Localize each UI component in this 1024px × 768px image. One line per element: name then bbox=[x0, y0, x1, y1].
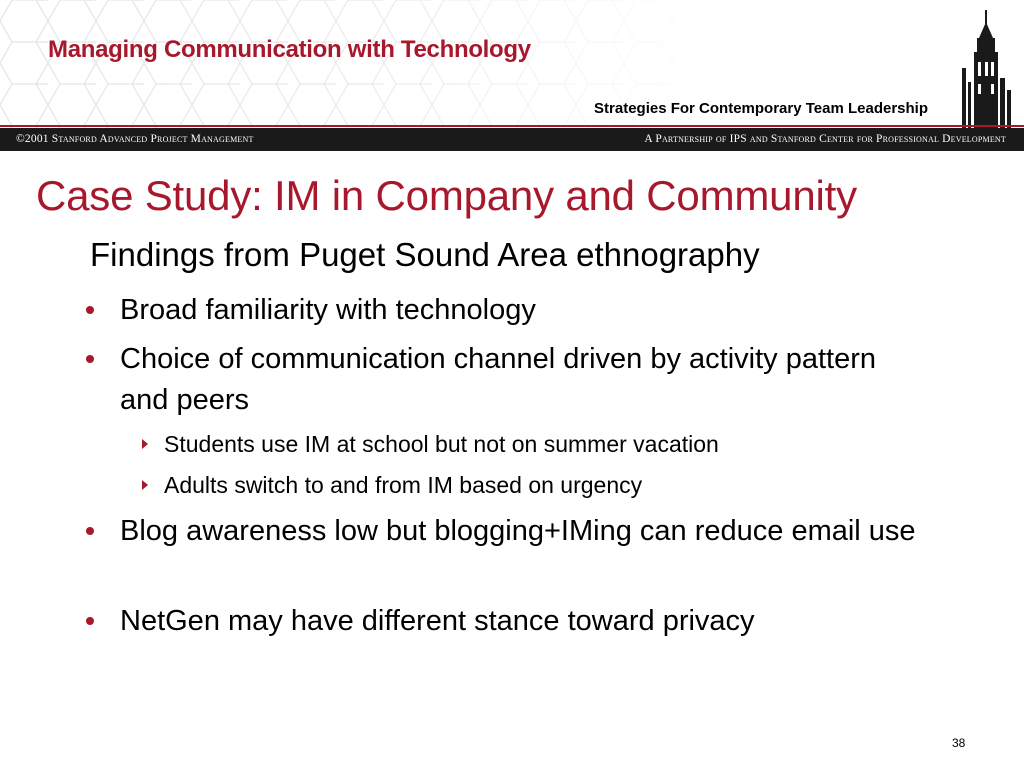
bullet-text: NetGen may have different stance toward privacy bbox=[120, 605, 755, 637]
bullet-dot-icon bbox=[86, 527, 94, 535]
header-title: Managing Communication with Technology bbox=[48, 36, 531, 63]
sub-bullet-arrow-icon bbox=[142, 480, 148, 490]
bullet-dot-icon bbox=[86, 355, 94, 363]
bullet-item bbox=[120, 511, 920, 552]
bullet-item bbox=[120, 339, 920, 421]
slide-lead-text: Findings from Puget Sound Area ethnography bbox=[90, 236, 760, 273]
page-number: 38 bbox=[952, 736, 966, 750]
sub-bullet-text: Students use IM at school but not on summer vacation bbox=[164, 431, 719, 457]
bullet-text: Choice of communication channel driven by activity pattern and peers bbox=[120, 343, 876, 416]
sub-bullet-arrow-icon bbox=[142, 439, 148, 449]
sub-bullet-item bbox=[164, 471, 924, 499]
copyright-band bbox=[0, 128, 1024, 151]
sub-bullet-item bbox=[164, 430, 924, 458]
copyright-text: ©2001 Stanford Advanced Project Management bbox=[16, 133, 254, 145]
header-subtitle: Strategies For Contemporary Team Leadership bbox=[594, 100, 928, 117]
slide-title: Case Study: IM in Company and Community bbox=[36, 172, 857, 219]
bullet-dot-icon bbox=[86, 306, 94, 314]
partnership-text: A Partnership of IPS and Stanford Center for Professional Development bbox=[644, 133, 1006, 145]
bullet-item bbox=[120, 290, 920, 331]
header-accent-rule bbox=[0, 125, 1024, 127]
slide-header bbox=[0, 0, 1024, 128]
bullet-text: Blog awareness low but blogging+IMing can reduce email use bbox=[120, 515, 916, 547]
bullet-dot-icon bbox=[86, 617, 94, 625]
sub-bullet-text: Adults switch to and from IM based on urgency bbox=[164, 472, 643, 498]
bullet-item bbox=[120, 601, 920, 642]
bullet-text: Broad familiarity with technology bbox=[120, 294, 536, 326]
hoover-tower-logo-icon bbox=[952, 8, 1016, 128]
